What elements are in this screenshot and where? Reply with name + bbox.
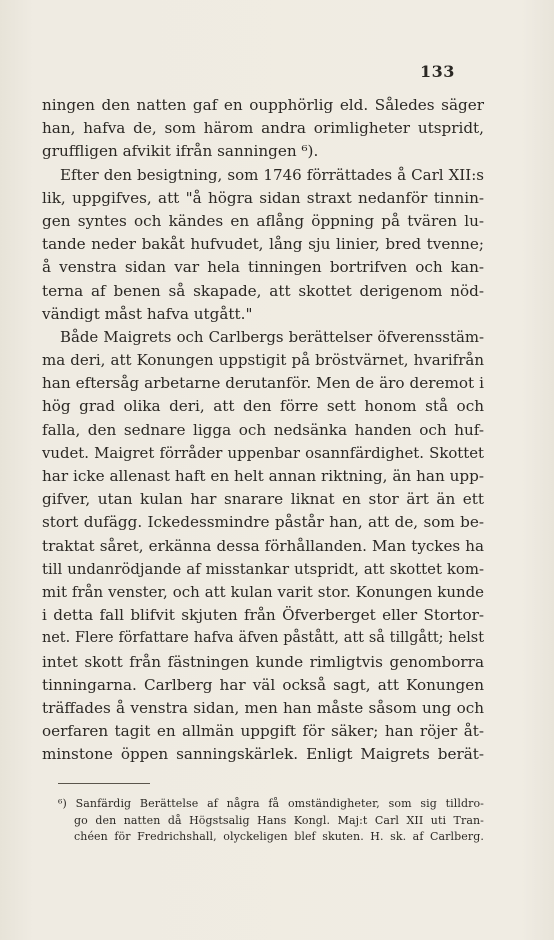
text-line: Efter den besigtning, som 1746 förrättades å Carl XII:s [60,165,484,184]
footnote-line: go den natten då Högstsalig Hans Kongl. Maj:t Carl XII uti Tran- [74,813,484,827]
text-line: intet skott från fästningen kunde rimligtvis genomborra [42,652,484,671]
text-line: han eftersåg arbetarne derutanför. Men de äro deremot i [42,374,484,393]
text-line: minstone öppen sanningskärlek. Enligt Maigrets berät- [42,745,484,764]
page-number: 133 [420,62,455,81]
text-line: han, hafva de, som härom andra orimligheter utspridt, [42,119,484,138]
text-line: har icke allenast haft en helt annan riktning, än han upp- [42,467,484,485]
text-line: tande neder bakåt hufvudet, lång sju linier, bred tvenne; [42,235,484,254]
text-line: mit från venster, och att kulan varit stor. Konungen kunde [42,582,484,601]
text-line: ningen den natten gaf en oupphörlig eld. Således säger [42,96,484,114]
text-line: stort dufägg. Ickedessmindre påstår han, att de, som be- [42,513,484,532]
text-line: å venstra sidan var hela tinningen bortrifven och kan- [42,258,484,277]
text-line: lik, uppgifves, att "å högra sidan straxt nedanför tinnin- [42,188,484,207]
text-line: traktat såret, erkänna dessa förhållanden. Man tyckes ha [42,536,484,555]
text-line: träffades å venstra sidan, men han måste såsom ung och [42,698,484,717]
text-line: terna af benen så skapade, att skottet derigenom nöd- [42,281,484,300]
text-line: oerfaren tagit en allmän uppgift för säker; han röjer åt- [42,722,484,741]
footnote-line: ⁶) Sanfärdig Berättelse af några få omständigheter, som sig tilldro- [58,797,484,810]
text-line: vudet. Maigret förråder uppenbar osannfärdighet. Skottet [42,443,484,462]
text-line: net. Flere författare hafva äfven påstått, att så tillgått; helst [42,630,484,647]
text-line: hög grad olika deri, att den förre sett honom stå och [42,397,484,416]
text-line: falla, den sednare ligga och nedsänka handen och huf- [42,420,484,439]
text-line: gruffligen afvikit ifrån sanningen ⁶). [42,142,319,161]
text-line: vändigt måst hafva utgått." [42,304,253,323]
footnote-divider [58,783,150,784]
footnote-line: chéen för Fredrichshall, olyckeligen blef skuten. H. sk. af Carlberg. [74,830,484,843]
text-line: ma deri, att Konungen uppstigit på bröstvärnet, hvarifrån [42,351,484,370]
body-text [42,94,484,766]
text-line: i detta fall blifvit skjuten från Öfverberget eller Stortor- [42,606,484,625]
footnote [58,796,484,846]
text-line: Både Maigrets och Carlbergs berättelser öfverensstäm- [60,327,484,346]
text-line: gifver, utan kulan har snarare liknat en stor ärt än ett [42,490,484,509]
text-line: gen syntes och kändes en aflång öppning på tvären lu- [42,211,484,230]
text-line: tinningarna. Carlberg har väl också sagt, att Konungen [42,675,484,694]
text-line: till undanrödjande af misstankar utspridt, att skottet kom- [42,559,484,578]
